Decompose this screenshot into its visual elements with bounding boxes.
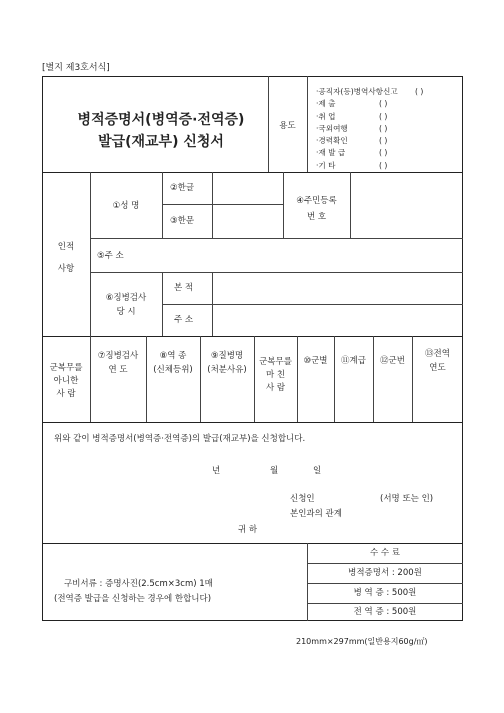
recipient-label: 귀 하 (238, 525, 258, 535)
served-header (254, 356, 297, 394)
address-field[interactable] (163, 239, 462, 271)
exam-time-label (90, 292, 162, 319)
declaration-text: 위와 같이 병적증명서(병역증·전역증)의 발급(재교부)을 신청합니다. (54, 434, 306, 444)
divider-mil-7 (373, 336, 374, 422)
divider-mil-2 (146, 336, 147, 422)
exam-year-label (90, 350, 146, 377)
exam-year-line2: 연 도 (108, 364, 128, 375)
usage-option-checkbox[interactable]: ( ) (379, 111, 388, 121)
discharge-year-line2: 연도 (429, 362, 446, 373)
discharge-year-label (412, 348, 463, 375)
usage-option-checkbox[interactable]: ( ) (379, 136, 388, 146)
date-year: 년 (212, 466, 221, 476)
service-type-label (146, 350, 200, 377)
paper-spec: 210mm×297mm(일반용지60g/㎡) (296, 637, 428, 646)
usage-option-label: ·기 타 (316, 160, 336, 170)
usage-option-employment[interactable] (316, 111, 466, 123)
divider-personal-bottom (42, 336, 463, 337)
exam-address-field[interactable] (213, 305, 462, 335)
usage-option-reissue[interactable] (316, 147, 466, 159)
address-label: ⑤주 소 (97, 251, 124, 261)
hanja-name-field[interactable] (213, 205, 282, 237)
divider-fee-row2 (307, 603, 463, 604)
divider-usage-label (307, 76, 308, 172)
service-type-line1: ⑧역 종 (159, 351, 187, 361)
service-number-label: ⑫군번 (380, 356, 405, 366)
served-header-line3: 사 람 (265, 382, 286, 393)
usage-option-checkbox[interactable]: ( ) (415, 87, 424, 96)
relationship-label: 본인과의 관계 (290, 509, 342, 519)
exam-address-label: 주 소 (174, 315, 194, 325)
exam-year-line1: ⑦징병검사 (97, 351, 139, 361)
rrn-field[interactable] (351, 173, 462, 237)
illness-label (200, 350, 254, 377)
fee-header: 수 수 료 (369, 548, 401, 558)
usage-option-career-check[interactable] (316, 135, 466, 147)
divider-mil-5 (297, 336, 298, 422)
divider-label-value (162, 172, 163, 238)
form-title (56, 110, 266, 153)
illness-line1: ⑨질병명 (210, 351, 244, 361)
usage-option-label: ·취 업 (316, 111, 336, 121)
no-service-header-line2: 아니한 (53, 375, 79, 386)
hangul-name-label: ②한글 (170, 183, 195, 193)
form-title-line1: 병적증명서(병역증·전역증) (77, 112, 245, 128)
fee-row-service-card: 병 역 증 : 500원 (353, 588, 417, 598)
form-number-label: [별지 제3호서식] (42, 63, 110, 73)
attachments-line2: (전역증 발급을 신청하는 경우에 한합니다) (54, 594, 212, 604)
divider-mil-6 (334, 336, 335, 422)
divider-mil-1 (90, 336, 91, 422)
rrn-label-line1: ④주민등록 (296, 196, 337, 206)
usage-option-label: ·제 출 (316, 99, 336, 109)
personal-section-line1: 인적 (57, 242, 75, 252)
fee-row-certificate: 병적증명서 : 200원 (348, 568, 422, 578)
usage-option-overseas-travel[interactable] (316, 123, 466, 135)
exam-time-line1: ⑥징병검사 (105, 293, 147, 303)
no-service-header-line3: 사 람 (56, 388, 76, 399)
divider-military-bottom (42, 422, 463, 423)
usage-option-label: ·경력확인 (316, 136, 348, 146)
usage-option-label: ·공직자(등)병역사항신고 (316, 87, 398, 96)
usage-option-submission[interactable] (316, 98, 466, 110)
personal-section-label (42, 236, 90, 280)
usage-option-checkbox[interactable]: ( ) (379, 148, 388, 158)
rrn-label (283, 193, 350, 225)
discharge-year-line1: ⑬전역 (425, 349, 450, 359)
date-day: 일 (313, 466, 322, 476)
applicant-label: 신청인 (290, 494, 315, 504)
divider-fee-row1 (307, 583, 463, 584)
usage-option-checkbox[interactable]: ( ) (379, 160, 388, 170)
form-title-line2: 발급(재교부) 신청서 (98, 133, 224, 150)
service-type-line2: (신체등위) (153, 364, 193, 375)
personal-section-line2: 사항 (57, 264, 75, 275)
hanja-name-label: ③한문 (170, 216, 195, 226)
fee-row-discharge-card: 전 역 증 : 500원 (353, 607, 417, 617)
no-service-header-line1: 군복무를 (49, 363, 83, 373)
usage-option-public-official[interactable] (316, 86, 466, 98)
name-label: ①성 명 (112, 201, 140, 211)
rrn-label-line2: 번 호 (306, 212, 327, 223)
usage-options (316, 86, 466, 172)
rank-label: ⑪계급 (341, 356, 366, 366)
divider-mil-3 (200, 336, 201, 422)
served-header-line2: 마 친 (265, 369, 286, 380)
exam-time-line2: 당 시 (116, 306, 136, 317)
usage-label: 용도 (279, 121, 296, 131)
usage-option-checkbox[interactable]: ( ) (379, 99, 388, 109)
divider-fee-header (307, 563, 463, 564)
domicile-field[interactable] (213, 273, 462, 303)
served-header-line1: 군복무를 (259, 357, 292, 367)
domicile-label: 본 적 (174, 283, 194, 293)
attachments-line1: 구비서류 : 증명사진(2.5cm×3cm) 1매 (64, 579, 213, 589)
divider-declaration-bottom (42, 543, 463, 544)
illness-line2: (처분사유) (207, 364, 247, 375)
usage-option-other[interactable] (316, 160, 466, 172)
signature-note: (서명 또는 인) (380, 494, 434, 504)
hangul-name-field[interactable] (213, 173, 282, 203)
usage-option-label: ·재 발 급 (316, 148, 346, 158)
divider-label-value-exam (162, 272, 163, 336)
date-month: 월 (270, 466, 279, 476)
branch-label: ⑩군별 (303, 356, 328, 366)
no-service-header (42, 362, 90, 400)
usage-option-checkbox[interactable]: ( ) (379, 123, 388, 133)
usage-option-label: ·국외여행 (316, 123, 348, 133)
